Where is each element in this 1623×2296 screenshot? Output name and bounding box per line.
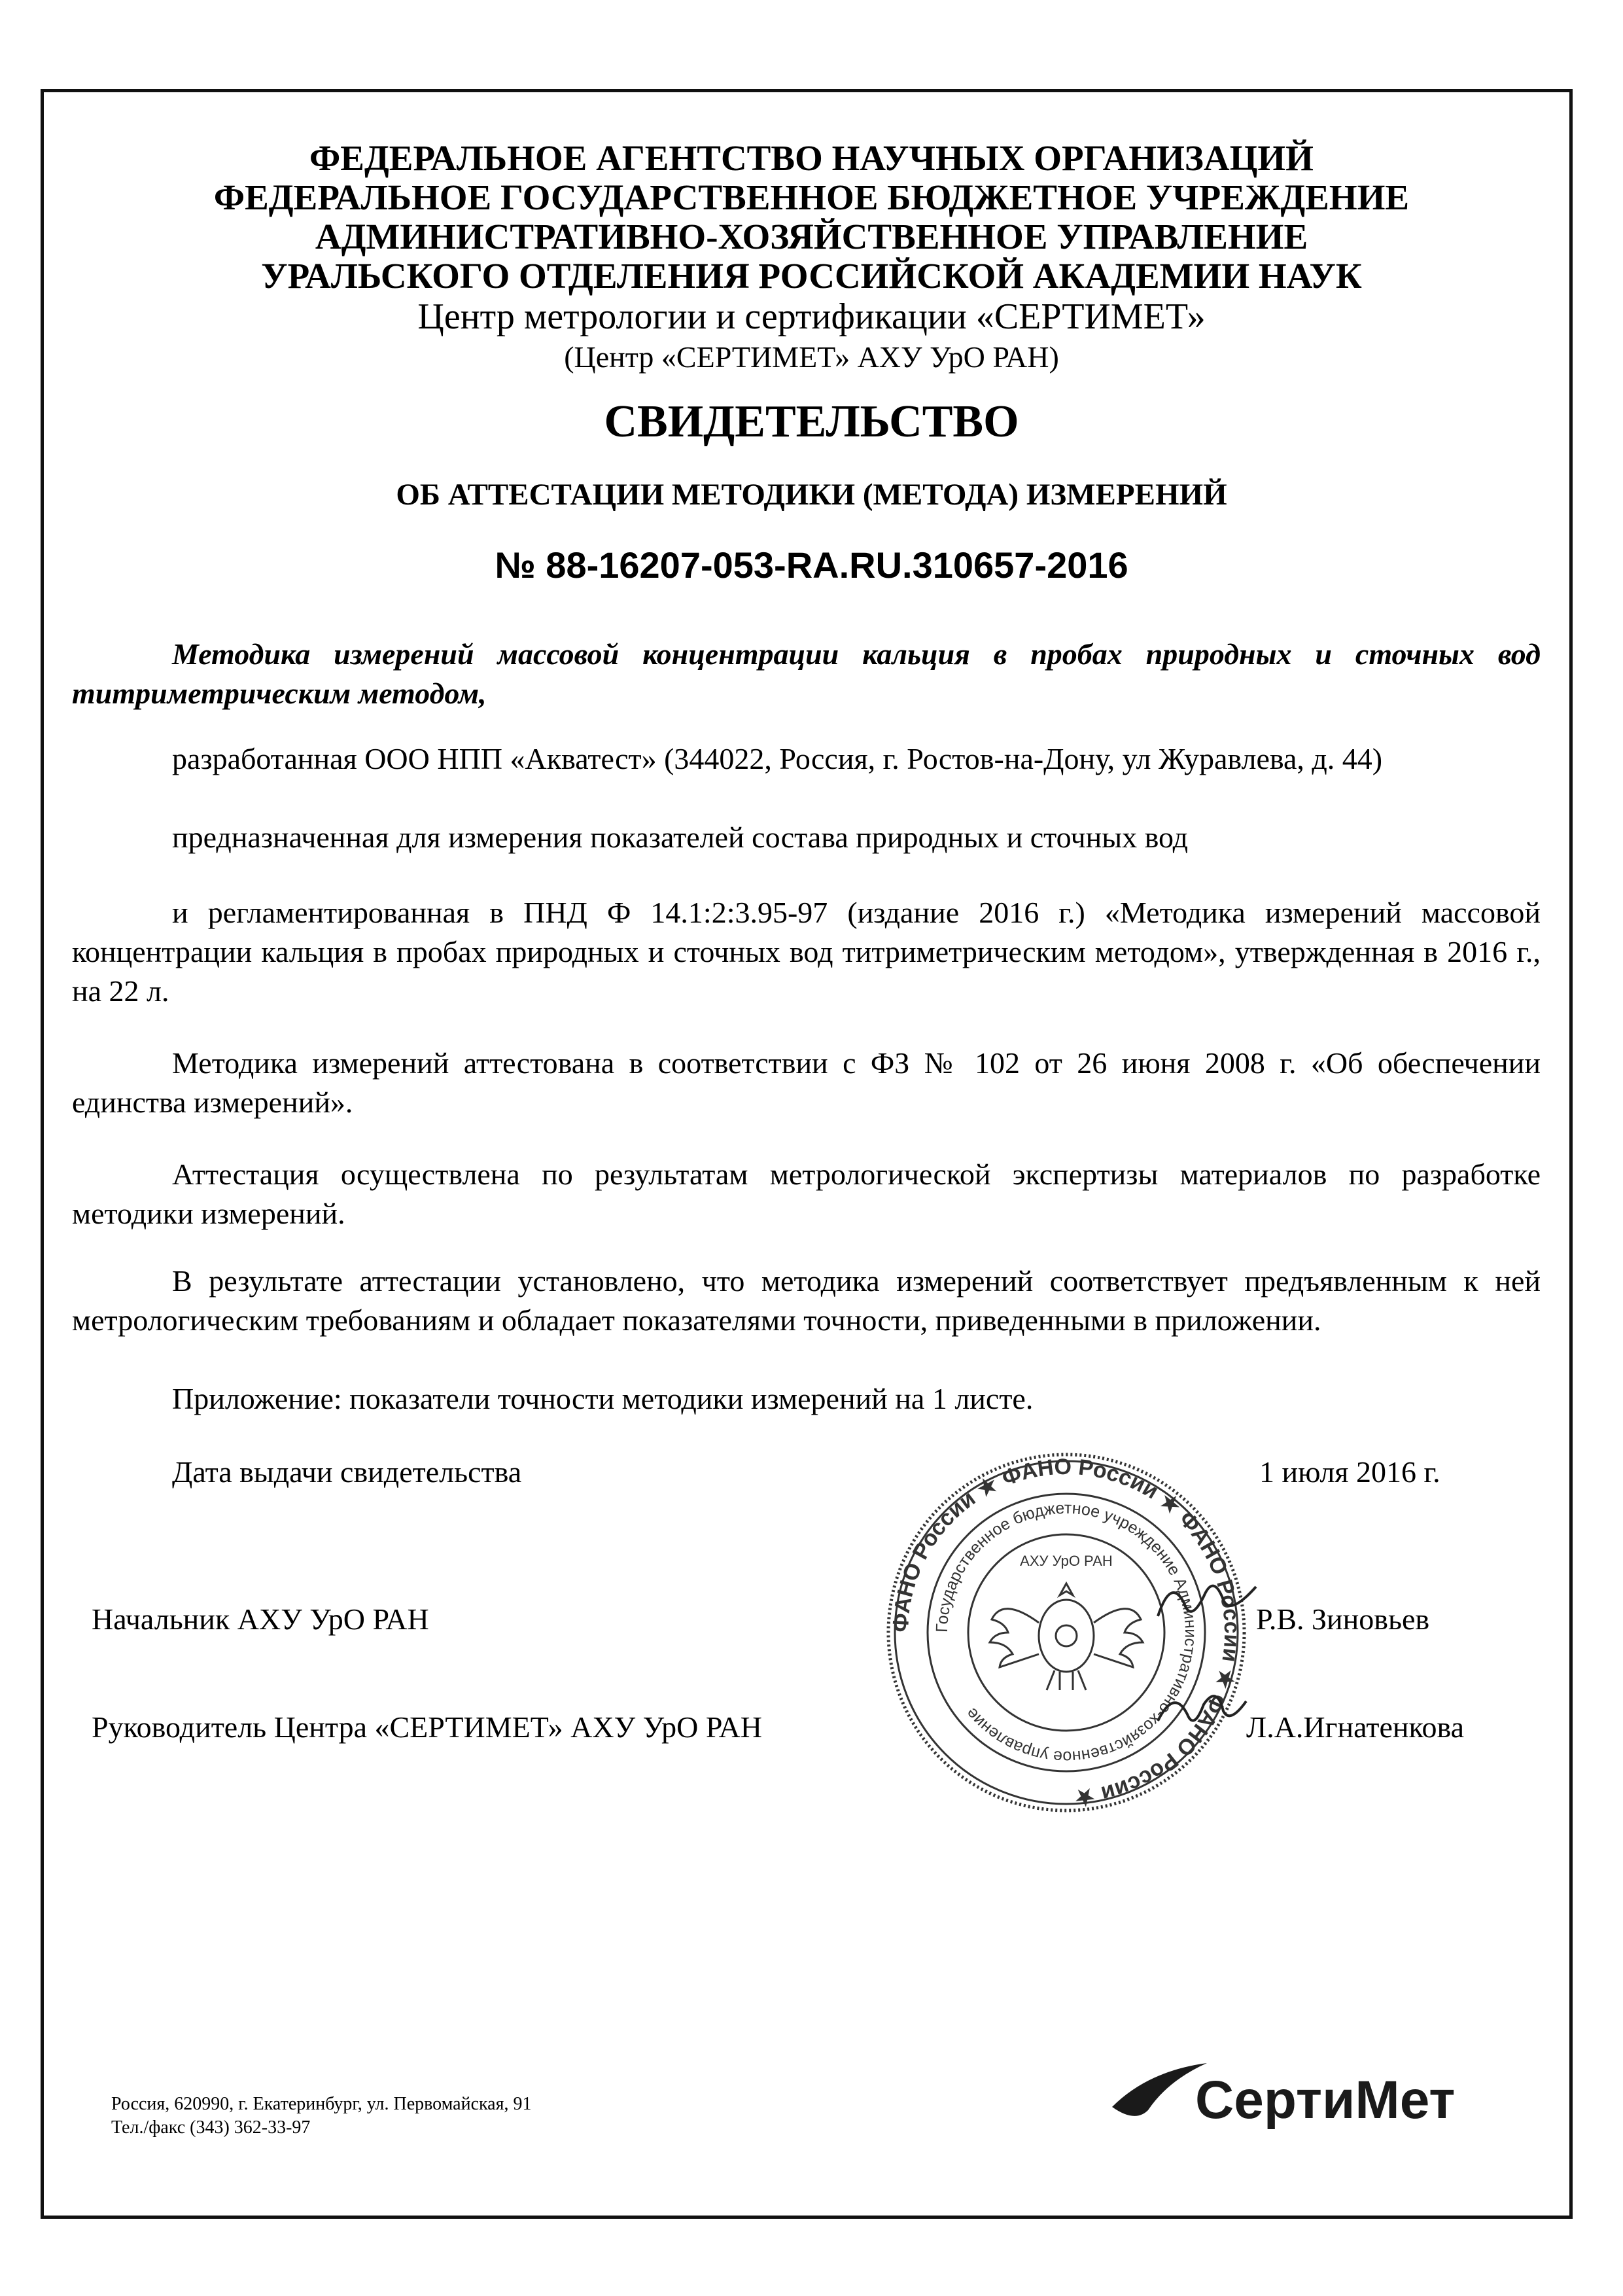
law-paragraph: Методика измерений аттестована в соответствии с ФЗ № 102 от 26 июня 2008 г. «Об обеспечении единства измерений». [72, 1046, 1541, 1119]
document-subtitle: ОБ АТТЕСТАЦИИ МЕТОДИКИ (МЕТОДА) ИЗМЕРЕНИЙ [396, 478, 1227, 512]
logo-text: СертиМет [1195, 2070, 1456, 2130]
logo-swoosh-icon [1112, 2063, 1207, 2116]
official-seal [883, 1449, 1249, 1816]
regulation-paragraph: и регламентированная в ПНД Ф 14.1:2:3.95-97 (издание 2016 г.) «Методика измерений массовой концентрации кальция в пробах природных и сточных вод титриметрическим методом», утвержденная в 2016 г., на 22 л. [72, 896, 1541, 1008]
header-branch: УРАЛЬСКОГО ОТДЕЛЕНИЯ РОССИЙСКОЙ АКАДЕМИИ НАУК [261, 256, 1362, 296]
header-department: АДМИНИСТРАТИВНО-ХОЗЯЙСТВЕННОЕ УПРАВЛЕНИЕ [315, 217, 1308, 256]
appendix-line: Приложение: показатели точности методики измерений на 1 листе. [172, 1382, 1034, 1415]
certificate-number: № 88-16207-053-RA.RU.310657-2016 [495, 544, 1128, 586]
footer-phone: Тел./факс (343) 362-33-97 [111, 2117, 311, 2138]
result-paragraph: В результате аттестации установлено, что методика измерений соответствует предъявленным к ней метрологическим требованиям и обладает показателями точности, приведенными в приложении. [72, 1264, 1541, 1337]
signature-2-icon [1151, 1682, 1249, 1740]
signatory-1-name: Р.В. Зиновьев [1256, 1602, 1430, 1636]
signatory-2-position: Руководитель Центра «СЕРТИМЕТ» АХУ УрО РАН [92, 1710, 763, 1744]
signatory-2-name: Л.А.Игнатенкова [1246, 1710, 1465, 1744]
seal-center-text: АХУ УрО РАН [1020, 1553, 1113, 1569]
basis-paragraph: Аттестация осуществлена по результатам метрологической экспертизы материалов по разработке методики измерений. [72, 1157, 1541, 1230]
header-institution: ФЕДЕРАЛЬНОЕ ГОСУДАРСТВЕННОЕ БЮДЖЕТНОЕ УЧРЕЖДЕНИЕ [213, 177, 1410, 217]
eagle-emblem-icon [990, 1583, 1143, 1690]
method-name: Методика измерений массовой концентрации кальция в пробах природных и сточных вод титриметрическим методом, [72, 637, 1541, 710]
header-agency: ФЕДЕРАЛЬНОЕ АГЕНТСТВО НАУЧНЫХ ОРГАНИЗАЦИЙ [309, 138, 1314, 178]
signatory-1-position: Начальник АХУ УрО РАН [92, 1602, 429, 1636]
issue-date: 1 июля 2016 г. [1259, 1455, 1440, 1489]
purpose-line: предназначенная для измерения показателей состава природных и сточных вод [172, 821, 1189, 854]
header-center-short: (Центр «СЕРТИМЕТ» АХУ УрО РАН) [564, 340, 1059, 374]
developer-line: разработанная ООО НПП «Акватест» (344022, Россия, г. Ростов-на-Дону, ул Журавлева, д. 44) [172, 742, 1383, 775]
footer-address: Россия, 620990, г. Екатеринбург, ул. Первомайская, 91 [111, 2094, 532, 2114]
signature-1-icon [1151, 1570, 1263, 1629]
header-center-name: Центр метрологии и сертификации «СЕРТИМЕТ» [417, 296, 1206, 337]
issue-date-label: Дата выдачи свидетельства [172, 1455, 522, 1489]
seal-outer-text: ФАНО России ★ ФАНО России ★ ФАНО России ★ ФАНО России ★ [888, 1454, 1245, 1811]
document-title: СВИДЕТЕЛЬСТВО [604, 397, 1019, 447]
sertimet-logo [1109, 2058, 1465, 2136]
seal-inner-text: Государственное бюджетное учреждение Административно-хозяйственное управление [932, 1498, 1200, 1767]
